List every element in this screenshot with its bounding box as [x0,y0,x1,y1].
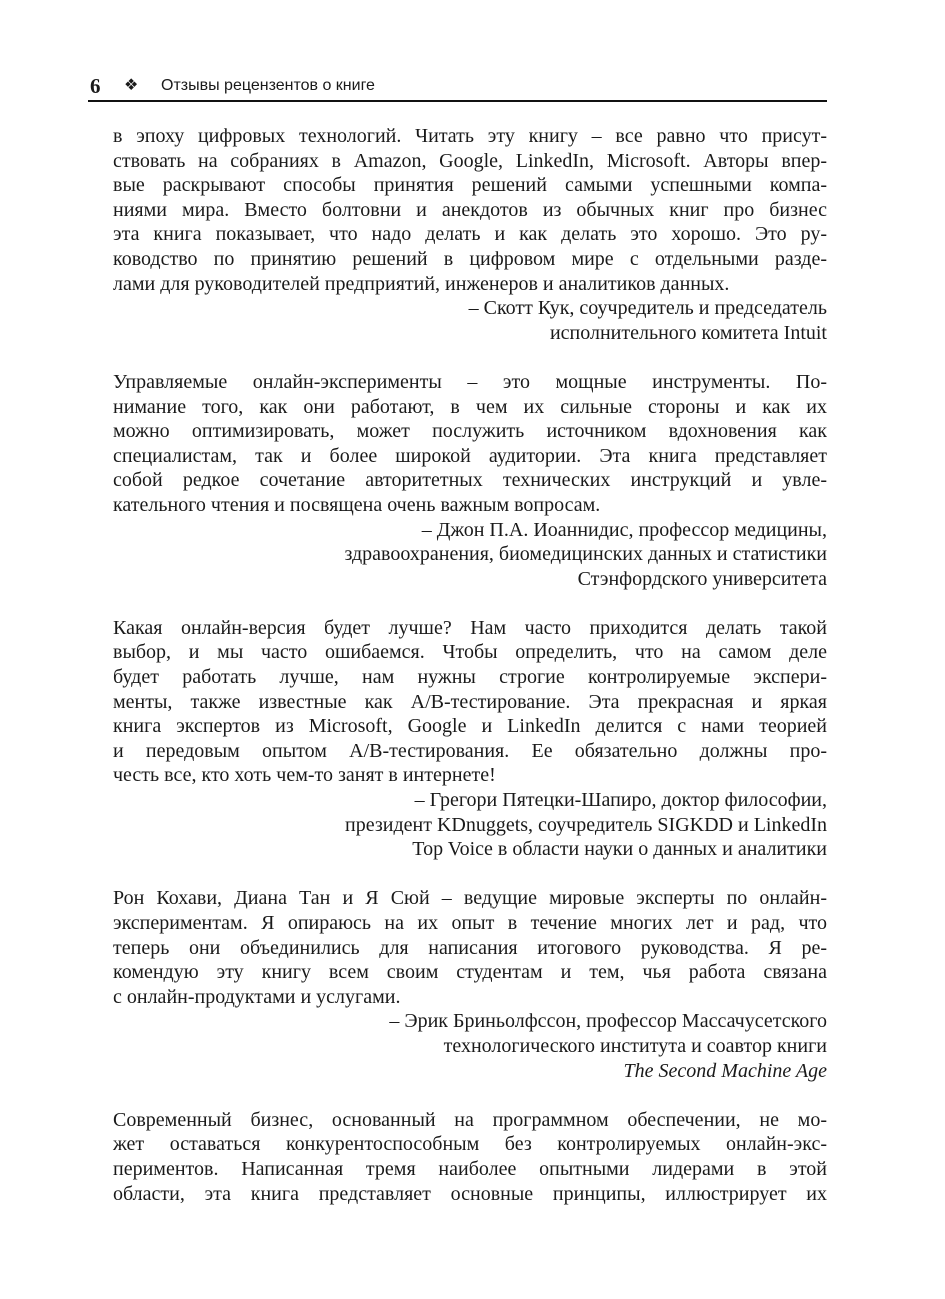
review-text-line: можно оптимизировать, может послужить источником вдохновения как [113,420,827,443]
review-text-line: Рон Кохави, Диана Тан и Я Сюй – ведущие мировые эксперты по онлайн- [113,887,827,910]
review-text-line: менты, также известные как A/B-тестирование. Эта прекрасная и яркая [113,690,827,713]
review-text-line: Какая онлайн-версия будет лучше? Нам часто приходится делать такой [113,616,827,639]
ornament-icon: ❖ [124,75,139,94]
review-text-line: области, эта книга представляет основные принципы, иллюстрирует их [113,1182,827,1205]
chapter-title: Отзывы рецензентов о книге [161,77,375,94]
review-attribution: технологического института и соавтор книги [443,1034,827,1057]
review-text-line: лами для руководителей предприятий, инженеров и аналитиков данных. [113,272,730,295]
review-attribution: исполнительного комитета Intuit [549,321,827,344]
review-text-line: кательного чтения и посвящена очень важным вопросам. [113,493,601,516]
review-block [113,124,827,345]
review-text-line: книга экспертов из Microsoft, Google и LinkedIn делится с нами теорией [113,715,827,738]
review-attribution: Стэнфордского университета [577,567,827,590]
review-text-line: специалистам, так и более широкой аудитории. Эта книга представляет [113,444,827,467]
review-text-line: в эпоху цифровых технологий. Читать эту книгу – все равно что присут- [113,125,827,147]
review-text-line: Современный бизнес, основанный на программном обеспечении, не мо- [113,1108,827,1131]
review-attribution: – Грегори Пятецки-Шапиро, доктор философии, [414,789,827,812]
review-block [113,616,827,862]
review-attribution: – Эрик Бриньолфссон, профессор Массачусетского [389,1010,827,1033]
review-text-line: с онлайн-продуктами и услугами. [113,985,401,1008]
review-text-line: будет работать лучше, нам нужны строгие контролируемые экспери- [113,666,827,689]
page-body [113,124,827,1231]
review-block [113,1108,827,1206]
review-text-line: собой редкое сочетание авторитетных технических инструкций и увле- [113,469,827,492]
review-text-line: честь все, кто хоть чем-то занят в интернете! [113,764,496,787]
review-text-line: периментов. Написанная тремя наиболее опытными лидерами в этой [113,1157,827,1180]
review-text-line: ководство по принятию решений в цифровом мире с отдельными разде- [113,247,827,270]
review-text-line: жет оставаться конкурентоспособным без контролируемых онлайн-экс- [113,1133,827,1156]
review-text-line: ниями мира. Вместо болтовни и анекдотов из обычных книг про бизнес [113,198,827,221]
review-block [113,886,827,1083]
review-text-line: вые раскрывают способы принятия решений самыми успешными компа- [113,174,827,197]
review-attribution: Top Voice в области науки о данных и аналитики [412,838,827,861]
review-attribution: президент KDnuggets, соучредитель SIGKDD и LinkedIn [345,813,827,836]
review-text-line: нимание того, как они работают, в чем их сильные стороны и как их [113,395,827,418]
review-text-line: экспериментам. Я опираюсь на их опыт в течение многих лет и рад, что [113,912,827,934]
running-header [88,74,827,102]
review-attribution: здравоохранения, биомедицинских данных и статистики [344,543,827,566]
review-text-line: ствовать на собраниях в Amazon, Google, LinkedIn, Microsoft. Авторы впер- [113,149,827,172]
review-attribution: – Скотт Кук, соучредитель и председатель [468,297,827,320]
review-text-line: эта книга показывает, что надо делать и как делать это хорошо. Это ру- [113,223,827,246]
review-text-line: Управляемые онлайн-эксперименты – это мощные инструменты. По- [113,370,827,393]
review-text-line: выбор, и мы часто ошибаемся. Чтобы определить, что на самом деле [113,641,827,664]
review-block [113,370,827,591]
review-attribution: – Джон П.А. Иоаннидис, профессор медицины, [421,518,827,541]
book-title: The Second Machine Age [623,1059,827,1082]
review-text-line: комендую эту книгу всем своим студентам и тем, чья работа связана [113,961,827,984]
page-number: 6 [90,74,101,98]
review-text-line: теперь они объединились для написания итогового руководства. Я ре- [113,936,827,959]
review-text-line: и передовым опытом A/B-тестирования. Ее обязательно должны про- [113,739,827,762]
